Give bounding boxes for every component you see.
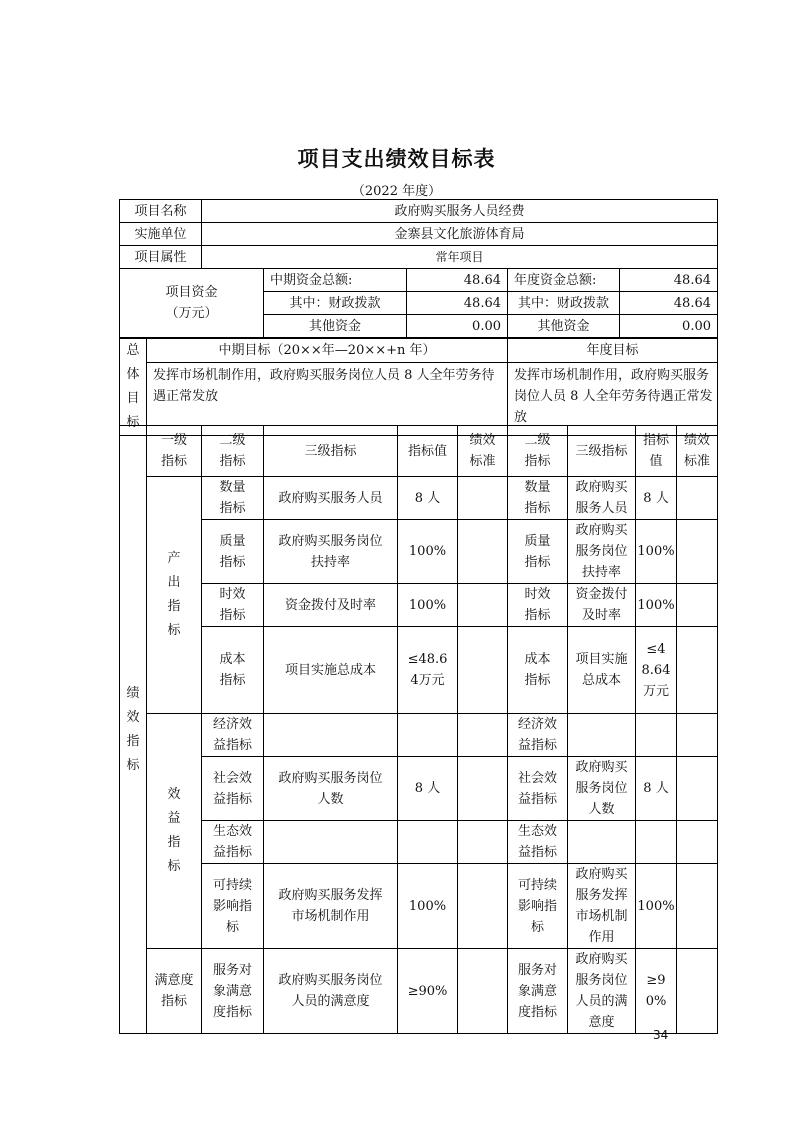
cell-value-year: 100% bbox=[636, 864, 677, 949]
table-row bbox=[120, 520, 718, 584]
cell-l2-year: 经济效益指标 bbox=[508, 714, 568, 757]
table-row bbox=[120, 246, 718, 269]
cell-standard bbox=[458, 627, 508, 714]
cell-value-year: 8 人 bbox=[636, 477, 677, 520]
cell-l2: 数量指标 bbox=[202, 477, 264, 520]
cell-l2: 生态效益指标 bbox=[202, 821, 264, 864]
cell-value-year: 100% bbox=[636, 520, 677, 584]
mid-fiscal-value: 48.64 bbox=[407, 292, 508, 315]
cell-value-year: 8 人 bbox=[636, 757, 677, 821]
table-row bbox=[120, 477, 718, 520]
header-standard-year: 绩效标准 bbox=[677, 426, 718, 477]
cell-l3: 资金拨付及时率 bbox=[264, 584, 398, 627]
page-title: 项目支出绩效目标表 bbox=[297, 147, 496, 171]
cell-standard bbox=[458, 477, 508, 520]
cell-l2-year: 服务对象满意度指标 bbox=[508, 949, 568, 1034]
table-row bbox=[120, 584, 718, 627]
cell-value-year: ≥90% bbox=[636, 949, 677, 1034]
cell-l3: 政府购买服务岗位人数 bbox=[264, 757, 398, 821]
table-row bbox=[120, 821, 718, 864]
header-level2: 二级指标 bbox=[202, 426, 264, 477]
cell-l2: 可持续影响指标 bbox=[202, 864, 264, 949]
header-standard: 绩效标准 bbox=[458, 426, 508, 477]
cell-value: 8 人 bbox=[398, 477, 458, 520]
cell-value-year: 100% bbox=[636, 584, 677, 627]
cell-value-year bbox=[636, 714, 677, 757]
attribute-label: 项目属性 bbox=[120, 246, 202, 269]
header-level3-year: 三级指标 bbox=[568, 426, 636, 477]
cell-standard-year bbox=[677, 949, 718, 1034]
cell-standard-year bbox=[677, 477, 718, 520]
indicators-table bbox=[119, 425, 718, 1034]
cell-l3-year: 项目实施总成本 bbox=[568, 627, 636, 714]
mid-other-label: 其他资金 bbox=[264, 315, 407, 338]
cell-value: 100% bbox=[398, 584, 458, 627]
cell-l3-year: 政府购买服务岗位扶持率 bbox=[568, 520, 636, 584]
cell-standard bbox=[458, 864, 508, 949]
header-level3: 三级指标 bbox=[264, 426, 398, 477]
header-value: 指标值 bbox=[398, 426, 458, 477]
year-goal-text: 发挥市场机制作用，政府购买服务岗位人员 8 人全年劳务待遇正常发放 bbox=[508, 362, 718, 435]
cell-standard-year bbox=[677, 821, 718, 864]
cell-standard bbox=[458, 757, 508, 821]
year-fiscal-value: 48.64 bbox=[620, 292, 718, 315]
mid-total-label: 中期资金总额: bbox=[264, 269, 407, 292]
year-goal-header: 年度目标 bbox=[508, 339, 718, 363]
project-name-value: 政府购买服务人员经费 bbox=[202, 200, 718, 223]
cell-l3 bbox=[264, 714, 398, 757]
cell-l3: 政府购买服务岗位扶持率 bbox=[264, 520, 398, 584]
year-total-label: 年度资金总额: bbox=[508, 269, 620, 292]
cell-l3 bbox=[264, 821, 398, 864]
cell-value: ≥90% bbox=[398, 949, 458, 1034]
cell-standard-year bbox=[677, 520, 718, 584]
unit-label: 实施单位 bbox=[120, 223, 202, 246]
cell-standard-year bbox=[677, 757, 718, 821]
project-name-label: 项目名称 bbox=[120, 200, 202, 223]
goals-side-label: 总体目标 bbox=[120, 339, 147, 436]
mid-other-value: 0.00 bbox=[407, 315, 508, 338]
cell-l3: 政府购买服务岗位人员的满意度 bbox=[264, 949, 398, 1034]
table-row bbox=[120, 269, 718, 292]
table-row bbox=[120, 627, 718, 714]
table-row bbox=[120, 223, 718, 246]
cell-value-year bbox=[636, 821, 677, 864]
cell-value: 100% bbox=[398, 520, 458, 584]
cell-standard-year bbox=[677, 864, 718, 949]
funds-label-line1: 项目资金 bbox=[165, 285, 218, 300]
cell-l3: 项目实施总成本 bbox=[264, 627, 398, 714]
group-satisfaction: 满意度指标 bbox=[147, 949, 202, 1034]
cell-value: ≤48.64万元 bbox=[398, 627, 458, 714]
attribute-value: 常年项目 bbox=[202, 246, 718, 269]
cell-l2-year: 社会效益指标 bbox=[508, 757, 568, 821]
group-benefit: 效益指标 bbox=[147, 714, 202, 949]
cell-l3: 政府购买服务人员 bbox=[264, 477, 398, 520]
cell-l3: 政府购买服务发挥市场机制作用 bbox=[264, 864, 398, 949]
cell-standard bbox=[458, 821, 508, 864]
table-row bbox=[120, 864, 718, 949]
group-output: 产出指标 bbox=[147, 477, 202, 714]
table-row bbox=[120, 426, 718, 477]
cell-l2: 服务对象满意度指标 bbox=[202, 949, 264, 1034]
cell-l3-year: 政府购买服务岗位人员的满意度 bbox=[568, 949, 636, 1034]
header-level2-year: 二级指标 bbox=[508, 426, 568, 477]
cell-standard bbox=[458, 714, 508, 757]
cell-l2-year: 生态效益指标 bbox=[508, 821, 568, 864]
mid-fiscal-label: 其中：财政拨款 bbox=[264, 292, 407, 315]
year-label: （2022 年度） bbox=[351, 184, 442, 199]
table-row bbox=[120, 757, 718, 821]
cell-value-year: ≤48.64 万元 bbox=[636, 627, 677, 714]
mid-goal-header: 中期目标（20××年—20××+n 年） bbox=[147, 339, 508, 363]
table-row bbox=[120, 200, 718, 223]
cell-l3-year: 政府购买服务发挥市场机制作用 bbox=[568, 864, 636, 949]
cell-value: 100% bbox=[398, 864, 458, 949]
cell-value bbox=[398, 714, 458, 757]
cell-value bbox=[398, 821, 458, 864]
header-value-year: 指标值 bbox=[636, 426, 677, 477]
cell-l2: 经济效益指标 bbox=[202, 714, 264, 757]
cell-l3-year: 政府购买服务岗位人数 bbox=[568, 757, 636, 821]
cell-l2: 时效指标 bbox=[202, 584, 264, 627]
year-fiscal-label: 其中：财政拨款 bbox=[508, 292, 620, 315]
year-total-value: 48.64 bbox=[620, 269, 718, 292]
unit-value: 金寨县文化旅游体育局 bbox=[202, 223, 718, 246]
cell-l2-year: 质量指标 bbox=[508, 520, 568, 584]
table-row bbox=[120, 949, 718, 1034]
cell-l2-year: 成本指标 bbox=[508, 627, 568, 714]
cell-l2-year: 可持续影响指标 bbox=[508, 864, 568, 949]
cell-value: 8 人 bbox=[398, 757, 458, 821]
cell-l2-year: 时效指标 bbox=[508, 584, 568, 627]
goals-table bbox=[119, 338, 718, 436]
year-other-label: 其他资金 bbox=[508, 315, 620, 338]
cell-l2: 社会效益指标 bbox=[202, 757, 264, 821]
cell-standard bbox=[458, 584, 508, 627]
header-level1: 一级指标 bbox=[147, 426, 202, 477]
project-info-table bbox=[119, 199, 718, 338]
cell-l2: 成本指标 bbox=[202, 627, 264, 714]
cell-l2-year: 数量指标 bbox=[508, 477, 568, 520]
page-number: 34 bbox=[653, 1028, 669, 1042]
cell-l3-year bbox=[568, 714, 636, 757]
mid-total-value: 48.64 bbox=[407, 269, 508, 292]
cell-standard-year bbox=[677, 627, 718, 714]
mid-goal-text: 发挥市场机制作用，政府购买服务岗位人员 8 人全年劳务待遇正常发放 bbox=[147, 362, 508, 435]
cell-l3-year bbox=[568, 821, 636, 864]
funds-label-line2: （万元） bbox=[165, 306, 218, 321]
cell-standard-year bbox=[677, 584, 718, 627]
cell-l3-year: 资金拨付及时率 bbox=[568, 584, 636, 627]
cell-standard-year bbox=[677, 714, 718, 757]
cell-l3-year: 政府购买服务人员 bbox=[568, 477, 636, 520]
year-other-value: 0.00 bbox=[620, 315, 718, 338]
table-row bbox=[120, 714, 718, 757]
funds-label bbox=[120, 269, 264, 338]
cell-standard bbox=[458, 949, 508, 1034]
indicators-side-label: 绩效指标 bbox=[120, 426, 147, 1034]
table-row bbox=[120, 339, 718, 363]
cell-standard bbox=[458, 520, 508, 584]
cell-l2: 质量指标 bbox=[202, 520, 264, 584]
